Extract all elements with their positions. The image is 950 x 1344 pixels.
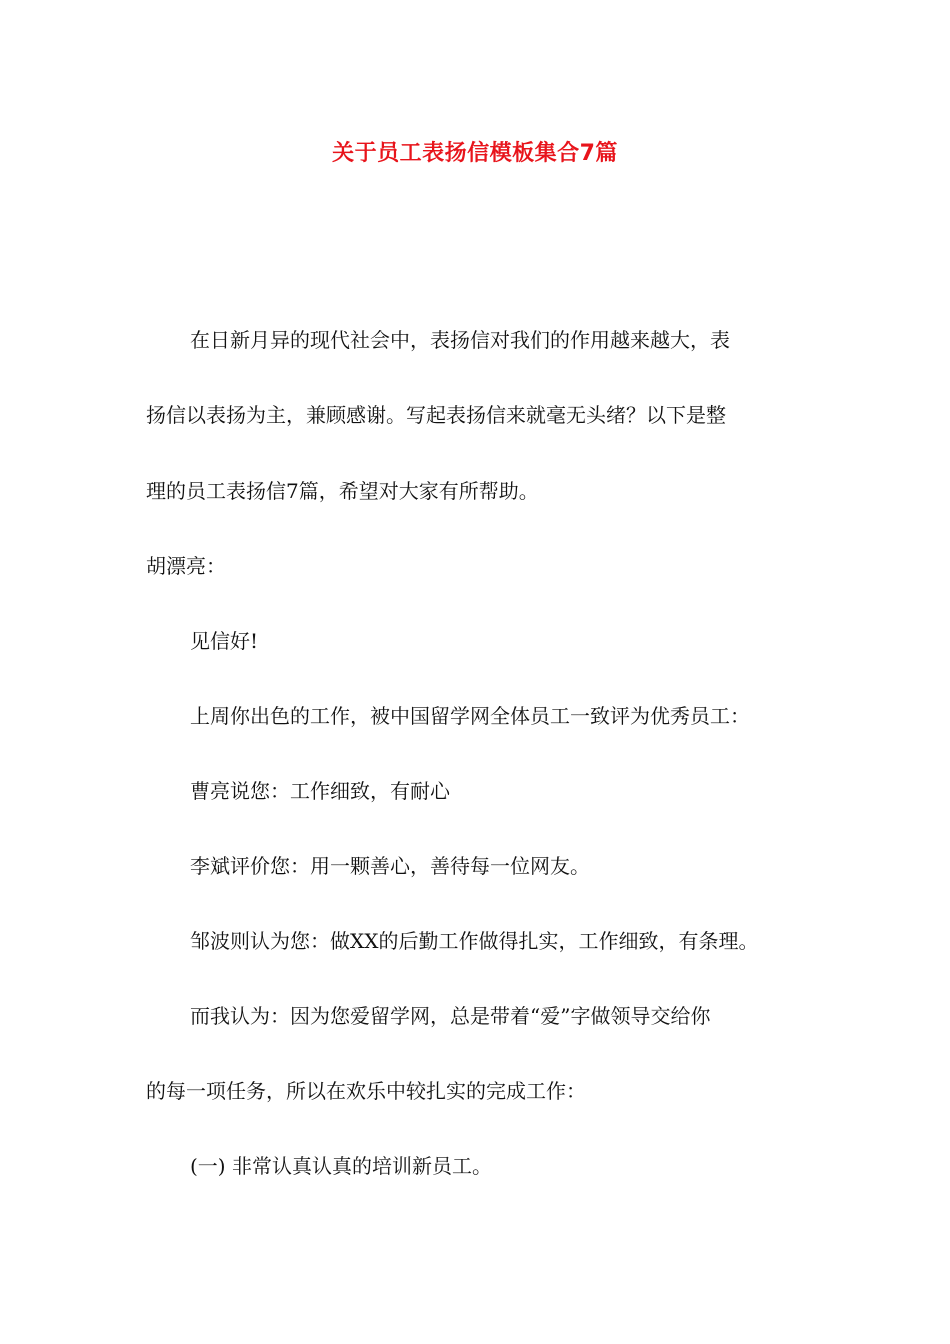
letter-paragraph-2: 曹亮说您：工作细致，有耐心 xyxy=(190,779,450,803)
intro-line-2: 扬信以表扬为主，兼顾感谢。写起表扬信来就毫无头绪？以下是整 xyxy=(146,403,726,427)
list-item-1: (一) 非常认真认真的培训新员工。 xyxy=(190,1154,492,1178)
letter-paragraph-3: 李斌评价您：用一颗善心，善待每一位网友。 xyxy=(190,854,590,878)
letter-paragraph-1: 上周你出色的工作，被中国留学网全体员工一致评为优秀员工： xyxy=(190,704,750,728)
letter-salutation: 胡漂亮： xyxy=(146,554,226,578)
letter-paragraph-5-line-2: 的每一项任务，所以在欢乐中较扎实的完成工作： xyxy=(146,1079,586,1103)
letter-greeting: 见信好! xyxy=(190,629,259,653)
intro-line-1: 在日新月异的现代社会中，表扬信对我们的作用越来越大，表 xyxy=(190,328,730,352)
letter-paragraph-5-line-1: 而我认为：因为您爱留学网，总是带着“爱”字做领导交给你 xyxy=(190,1004,711,1028)
letter-paragraph-4: 邹波则认为您：做XX的后勤工作做得扎实，工作细致，有条理。 xyxy=(190,929,759,953)
document-title: 关于员工表扬信模板集合7篇 xyxy=(332,141,618,166)
intro-line-3: 理的员工表扬信7篇，希望对大家有所帮助。 xyxy=(146,479,539,503)
